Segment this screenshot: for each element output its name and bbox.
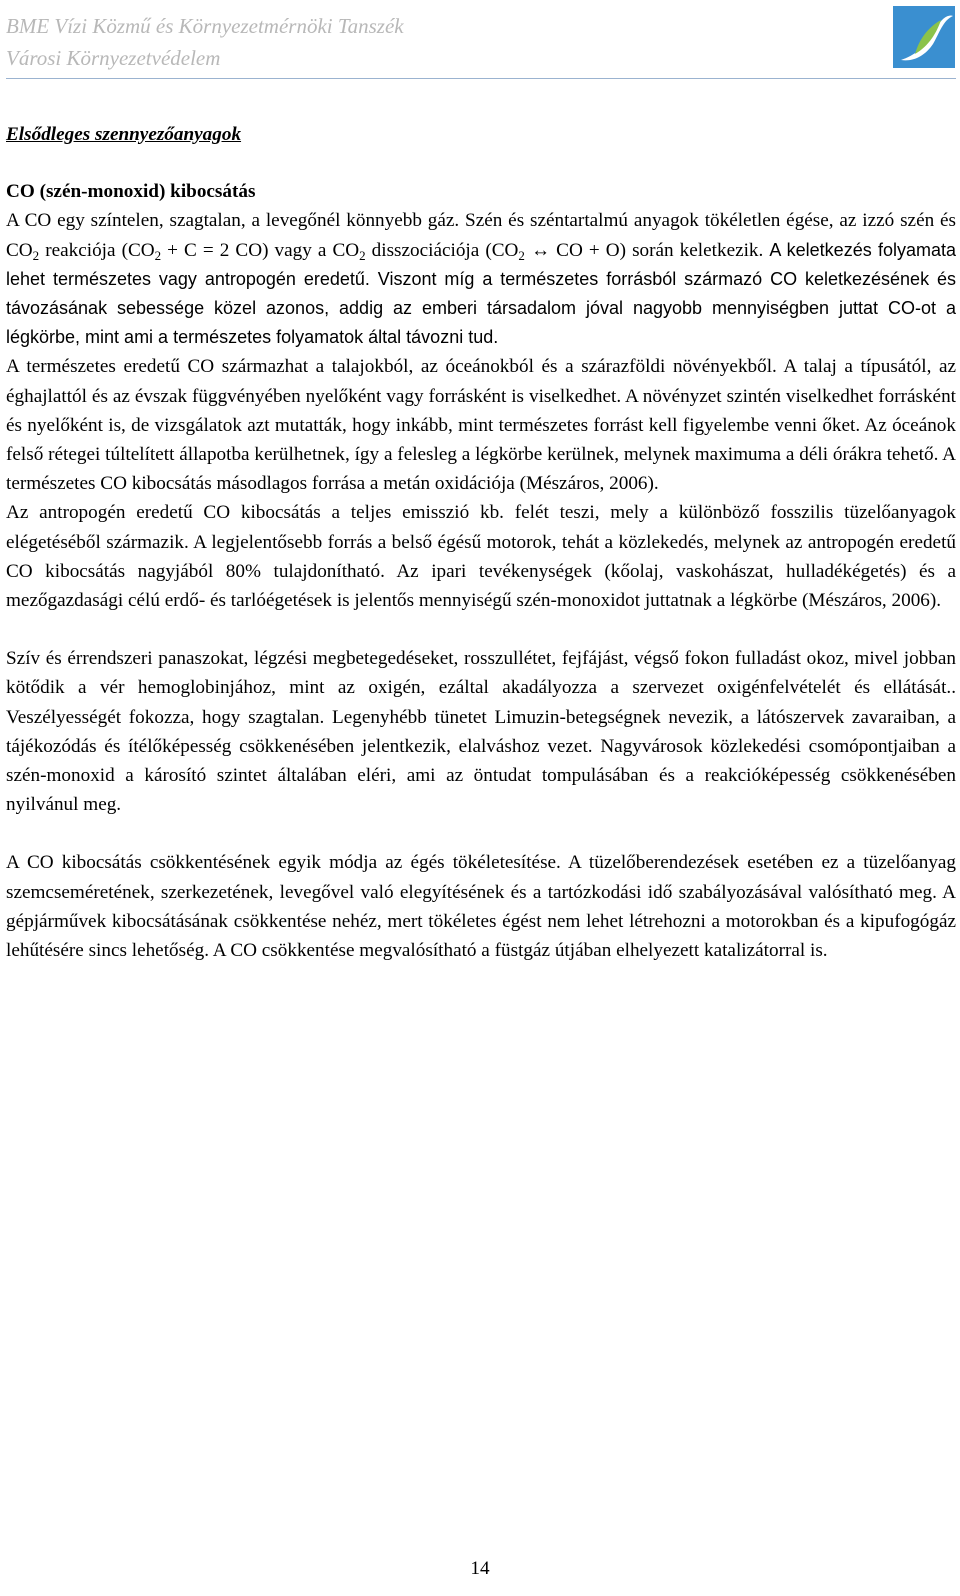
page-number: 14 xyxy=(470,1558,490,1579)
header-divider xyxy=(6,78,956,79)
subscript: 2 xyxy=(154,247,162,263)
paragraph-text: A CO egy színtelen, szagtalan, a levegőnél könnyebb gáz. Szén és széntartalmú anyagok tökéletlen égése, az izzó szén és CO xyxy=(6,210,956,261)
subsection-title: CO (szén-monoxid) kibocsátás xyxy=(6,181,256,203)
paragraph-text: ↔ CO + O) során keletkezik. xyxy=(524,239,770,261)
department-logo-icon xyxy=(893,6,955,68)
paragraph-natural-sources: A természetes eredetű CO származhat a talajokból, az óceánokból és a szárazföldi növényekből. A talaj a típusától, az éghajlattól és az évszak függvényében nyelőként vagy forrásként is viselkedhet. A növényzet szintén viselkedhet forrásként és nyelőként is, de vizsgálatok azt mutatták, hogy inkább, mint természetes forrást kell figyelembe venni őket. Az óceánok felső rétegei túltelített állapotba kerülhetnek, így a felesleg a légkörbe kerülnek, melynek maximuma a déli órákra tehető. A természetes CO kibocsátás másodlagos forrása a metán oxidációja (Mészáros, 2006). xyxy=(6,356,956,495)
paragraph-co-properties xyxy=(6,206,956,352)
document-body xyxy=(6,120,956,965)
page-header xyxy=(0,0,960,80)
subscript: 2 xyxy=(359,247,366,263)
paragraph-text: reakciója (CO xyxy=(39,239,155,261)
section-title: Elsődleges szennyezőanyagok xyxy=(6,124,242,145)
paragraph-text: disszociációja (CO xyxy=(365,239,519,261)
paragraph-anthropogenic-sources: Az antropogén eredetű CO kibocsátás a teljes emisszió kb. felét teszi, mely a különböző fosszilis tüzelőanyagok elégetéséből származik. A legjelentősebb forrás a belső égésű motorok, tehát a közlekedés, melynek az antropogén eredetű CO kibocsátás nagyjából 80% tulajdonítható. Az ipari tevékenységek (kőolaj, vaskohászat, hulladékégetés) és a mezőgazdasági célú erdő- és tarlóégetések is jelentős mennyiségű szén-monoxidot juttatnak a légkörbe (Mészáros, 2006). xyxy=(6,502,956,612)
header-department: BME Vízi Közmű és Környezetmérnöki Tanszék xyxy=(6,14,404,38)
paragraph-reduction: A CO kibocsátás csökkentésének egyik módja az égés tökéletesítése. A tüzelőberendezések esetében ez a tüzelőanyag szemcseméretének, szerkezetének, levegővel való elegyítésének és a tartózkodási idő szabályozásával valósítható meg. A gépjárművek kibocsátásának csökkentése nehéz, mert tökéletes égést nem lehet létrehozni a motorokban és a kipufogógáz lehűtésére sincs lehetőség. A CO csökkentése megvalósítható a füstgáz útjában elhelyezett katalizátorral is. xyxy=(6,852,956,962)
subscript: 2 xyxy=(32,247,40,263)
paragraph-health-effects: Szív és érrendszeri panaszokat, légzési megbetegedéseket, rosszullétet, fejfájást, végső fokon fulladást okoz, mivel jobban kötődik a vér hemoglobinjához, mint az oxigén, ezáltal akadályozza a szervezet oxigénfelvételét és ellátását.. Veszélyességét fokozza, hogy szagtalan. Legenyhébb tünetet Limuzin-betegségnek nevezik, a látószervek zavaraiban, a tájékozódás és ítélőképesség csökkenésében jelentkezik, elalváshoz vezet. Nagyvárosok közlekedési csomópontjaiban a szén-monoxid a károsító szintet általában eléri, ami az öntudat tompulásában és a reakcióképesség csökkenésében nyilvánul meg. xyxy=(6,648,956,816)
paragraph-text-sans: A keletkezés folyamata lehet természetes vagy antropogén eredetű. Viszont míg a természetes forrásból származó CO keletkezésének és távozásának sebessége közel azonos, addig az emberi társadalom jóval nagyobb mennyiségben juttat CO-ot a légkörbe, mint ami a természetes folyamatok által távozni tud. xyxy=(6,239,957,348)
subscript: 2 xyxy=(518,247,525,263)
header-course: Városi Környezetvédelem xyxy=(6,46,221,70)
paragraph-text: + C = 2 CO) vagy a CO xyxy=(161,239,360,261)
